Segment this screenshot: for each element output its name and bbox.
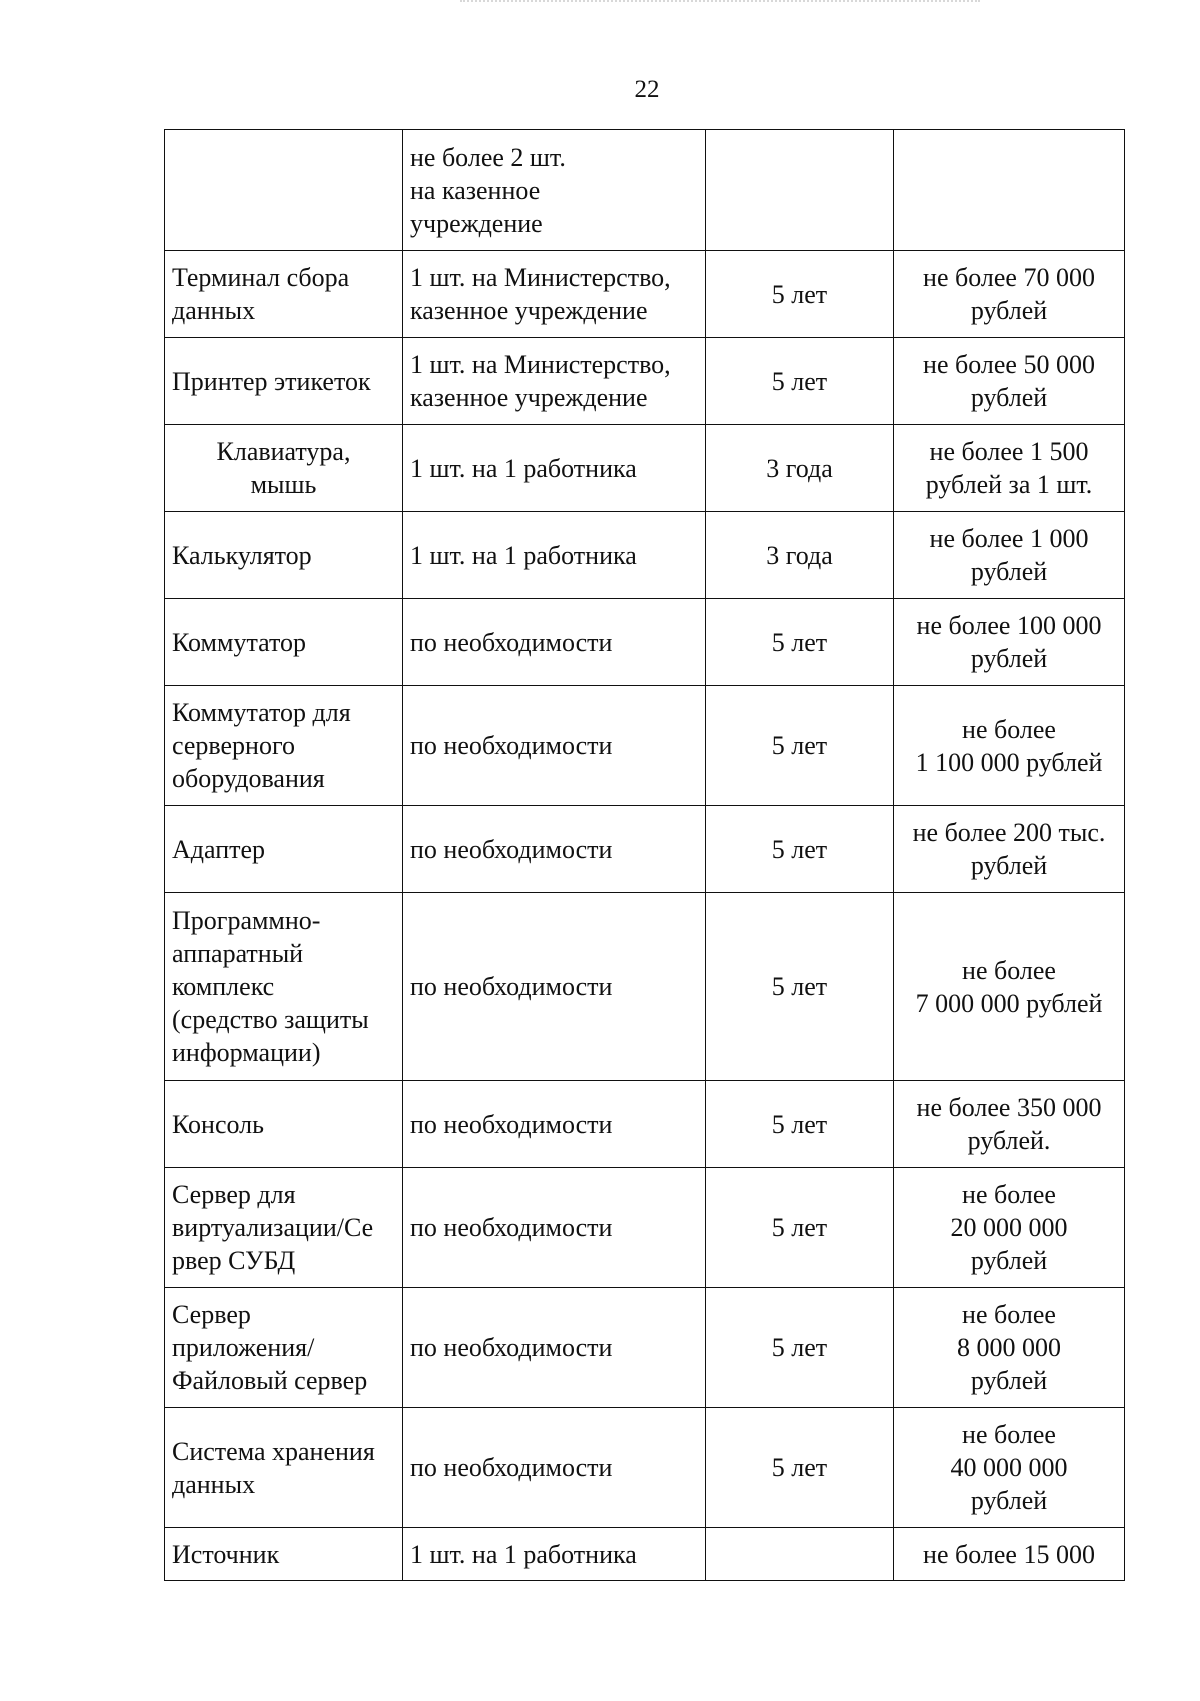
equipment-name-cell: Клавиатура, мышь (165, 425, 403, 512)
equipment-name-cell: Адаптер (165, 806, 403, 893)
price-cell: не более 40 000 000 рублей (894, 1408, 1125, 1528)
price-cell: не более 1 000 рублей (894, 512, 1125, 599)
service-life-cell (706, 130, 894, 251)
table-row (165, 1288, 1125, 1408)
price-cell: не более 20 000 000 рублей (894, 1168, 1125, 1288)
table-row (165, 338, 1125, 425)
price-cell: не более 1 500 рублей за 1 шт. (894, 425, 1125, 512)
quantity-cell: 1 шт. на 1 работника (403, 512, 706, 599)
equipment-name-cell: Консоль (165, 1081, 403, 1168)
quantity-cell: по необходимости (403, 686, 706, 806)
quantity-cell: по необходимости (403, 1081, 706, 1168)
price-cell: не более 50 000 рублей (894, 338, 1125, 425)
price-cell (894, 130, 1125, 251)
quantity-cell: 1 шт. на 1 работника (403, 1528, 706, 1581)
price-cell: не более 200 тыс. рублей (894, 806, 1125, 893)
scan-artifact (460, 0, 980, 8)
service-life-cell: 5 лет (706, 1081, 894, 1168)
table-row (165, 599, 1125, 686)
equipment-name-cell: Система хранения данных (165, 1408, 403, 1528)
quantity-cell: 1 шт. на Министерство, казенное учреждение (403, 251, 706, 338)
service-life-cell (706, 1528, 894, 1581)
price-cell: не более 8 000 000 рублей (894, 1288, 1125, 1408)
quantity-cell: по необходимости (403, 1408, 706, 1528)
service-life-cell: 5 лет (706, 251, 894, 338)
service-life-cell: 5 лет (706, 686, 894, 806)
price-cell: не более 70 000 рублей (894, 251, 1125, 338)
service-life-cell: 5 лет (706, 806, 894, 893)
service-life-cell: 3 года (706, 512, 894, 599)
price-cell: не более 15 000 (894, 1528, 1125, 1581)
quantity-cell: по необходимости (403, 599, 706, 686)
service-life-cell: 5 лет (706, 1408, 894, 1528)
page-number: 22 (634, 76, 660, 103)
equipment-name-cell: Коммутатор для серверного оборудования (165, 686, 403, 806)
equipment-norms-table (164, 129, 1125, 1581)
service-life-cell: 5 лет (706, 893, 894, 1081)
equipment-name-cell (165, 130, 403, 251)
equipment-name-cell: Коммутатор (165, 599, 403, 686)
table-row (165, 893, 1125, 1081)
service-life-cell: 5 лет (706, 599, 894, 686)
service-life-cell: 5 лет (706, 1168, 894, 1288)
table-row (165, 686, 1125, 806)
equipment-name-cell: Терминал сбора данных (165, 251, 403, 338)
quantity-cell: по необходимости (403, 1288, 706, 1408)
equipment-name-cell: Программно- аппаратный комплекс (средство защиты информации) (165, 893, 403, 1081)
table-row (165, 1528, 1125, 1581)
equipment-name-cell: Источник (165, 1528, 403, 1581)
table-row (165, 130, 1125, 251)
quantity-cell: по необходимости (403, 806, 706, 893)
table-row (165, 1408, 1125, 1528)
service-life-cell: 5 лет (706, 338, 894, 425)
quantity-cell: не более 2 шт. на казенное учреждение (403, 130, 706, 251)
table-row (165, 1081, 1125, 1168)
quantity-cell: по необходимости (403, 1168, 706, 1288)
equipment-name-cell: Сервер приложения/ Файловый сервер (165, 1288, 403, 1408)
price-cell: не более 7 000 000 рублей (894, 893, 1125, 1081)
quantity-cell: по необходимости (403, 893, 706, 1081)
quantity-cell: 1 шт. на Министерство, казенное учреждение (403, 338, 706, 425)
price-cell: не более 350 000 рублей. (894, 1081, 1125, 1168)
table-row (165, 251, 1125, 338)
table-row (165, 1168, 1125, 1288)
equipment-name-cell: Калькулятор (165, 512, 403, 599)
price-cell: не более 1 100 000 рублей (894, 686, 1125, 806)
service-life-cell: 5 лет (706, 1288, 894, 1408)
price-cell: не более 100 000 рублей (894, 599, 1125, 686)
table-body (165, 130, 1125, 1581)
equipment-name-cell: Принтер этикеток (165, 338, 403, 425)
table-row (165, 512, 1125, 599)
table-row (165, 806, 1125, 893)
quantity-cell: 1 шт. на 1 работника (403, 425, 706, 512)
equipment-name-cell: Сервер для виртуализации/Се рвер СУБД (165, 1168, 403, 1288)
service-life-cell: 3 года (706, 425, 894, 512)
table-row (165, 425, 1125, 512)
